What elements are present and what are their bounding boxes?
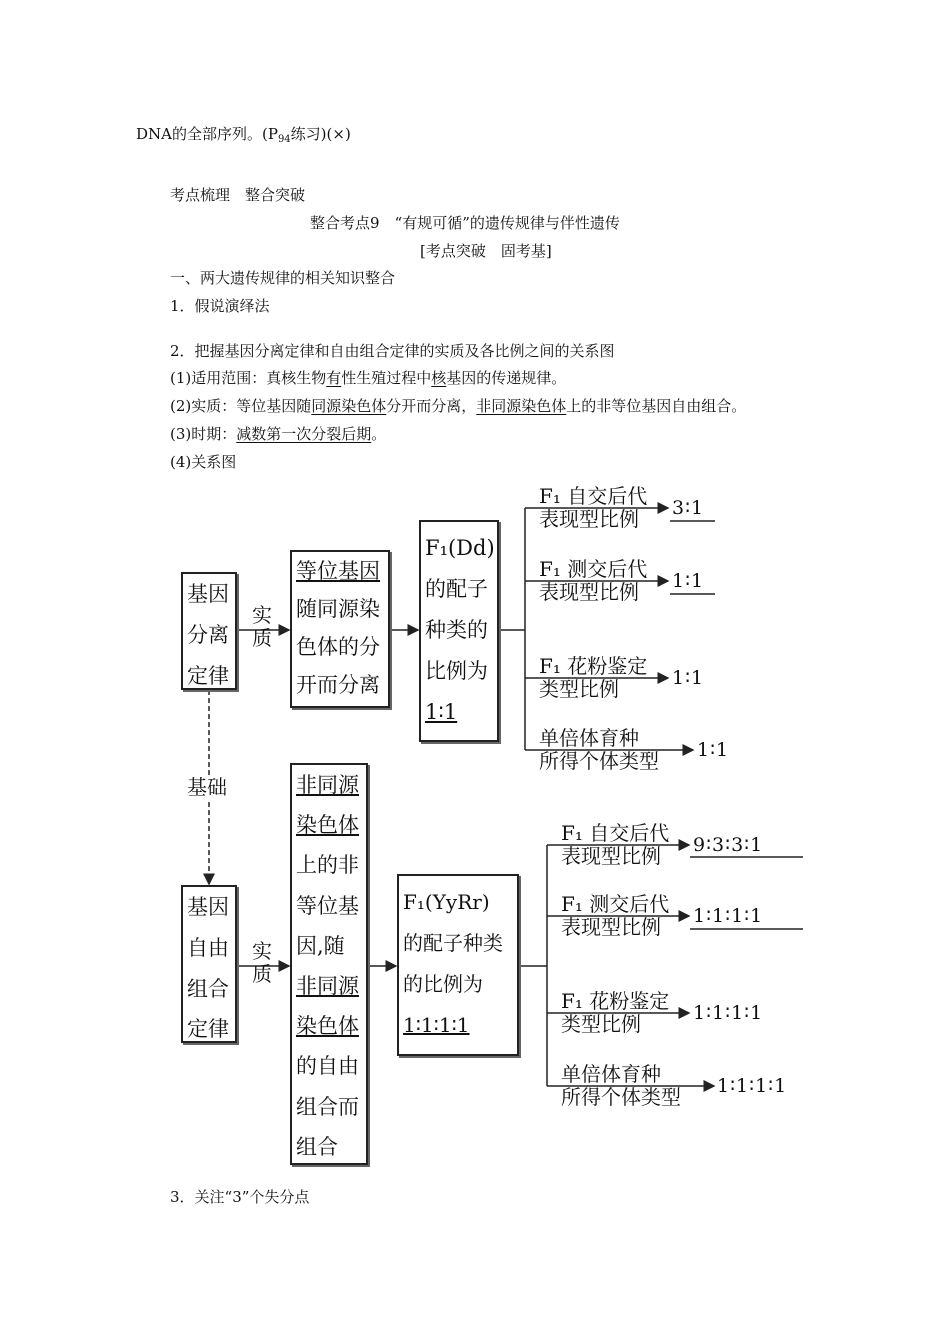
essence-assortment-box: 非同源 染色体 上的非 等位基 因,随 非同源 染色体 的自由 组合而 组合	[290, 763, 368, 1165]
gamete-ratio-box-2: F₁(YyRr) 的配子种类 的比例为 1∶1∶1∶1	[397, 874, 519, 1056]
branch2-selfcross-label: F₁ 自交后代 表现型比例	[561, 821, 670, 868]
section-heading: 考点梳理 整合突破	[170, 186, 306, 204]
basis-label: 基础	[187, 775, 227, 799]
item-1: 1．假说演绎法	[170, 297, 270, 315]
paragraph-diagram: (4)关系图	[170, 453, 237, 471]
branch2-selfcross-result: 9∶3∶3∶1	[693, 834, 764, 856]
gamete-ratio-box-1: F₁(Dd) 的配子 种类的 比例为 1∶1	[419, 520, 499, 742]
law-independent-assortment-box: 基因 自由 组合 定律	[181, 885, 237, 1043]
branch1-testcross-result: 1∶1	[672, 570, 705, 592]
essence-label-2: 实 质	[252, 939, 272, 986]
branch2-pollen-result: 1∶1∶1∶1	[693, 1002, 764, 1024]
branch1-haploid-result: 1∶1	[697, 739, 730, 761]
branch2-haploid-label: 单倍体育种 所得个体类型	[561, 1062, 681, 1109]
paragraph-essence: (2)实质：等位基因随同源染色体分开而分离，非同源染色体上的非等位基因自由组合。	[170, 397, 747, 415]
paragraph-period: (3)时期：减数第一次分裂后期。	[170, 425, 387, 443]
branch2-testcross-label: F₁ 测交后代 表现型比例	[561, 892, 670, 939]
branch1-selfcross-label: F₁ 自交后代 表现型比例	[539, 484, 648, 531]
essence-label-1: 实 质	[252, 603, 272, 650]
branch1-pollen-label: F₁ 花粉鉴定 类型比例	[539, 654, 648, 701]
law-segregation-box: 基因 分离 定律	[181, 572, 237, 690]
branch1-pollen-result: 1∶1	[672, 667, 705, 689]
branch2-haploid-result: 1∶1∶1∶1	[717, 1075, 788, 1097]
branch2-testcross-result: 1∶1∶1∶1	[693, 905, 764, 927]
branch1-selfcross-result: 3∶1	[672, 497, 705, 519]
item-2: 2．把握基因分离定律和自由组合定律的实质及各比例之间的关系图	[170, 342, 615, 360]
sub-title: [考点突破 固考基]	[420, 242, 552, 260]
essence-segregation-box: 等位基因 随同源染 色体的分 开而分离	[290, 550, 390, 708]
branch1-testcross-label: F₁ 测交后代 表现型比例	[539, 557, 648, 604]
branch1-haploid-label: 单倍体育种 所得个体类型	[539, 726, 659, 773]
top-line: DNA的全部序列。($P_{94}$练习)(×)	[136, 125, 351, 145]
heading-1: 一、两大遗传规律的相关知识整合	[170, 269, 396, 287]
paragraph-scope: (1)适用范围：真核生物有性生殖过程中核基因的传递规律。	[170, 369, 567, 387]
main-title: 整合考点9 “有规可循”的遗传规律与伴性遗传	[310, 214, 620, 232]
branch2-pollen-label: F₁ 花粉鉴定 类型比例	[561, 989, 670, 1036]
item-3: 3．关注“3”个失分点	[170, 1188, 310, 1206]
